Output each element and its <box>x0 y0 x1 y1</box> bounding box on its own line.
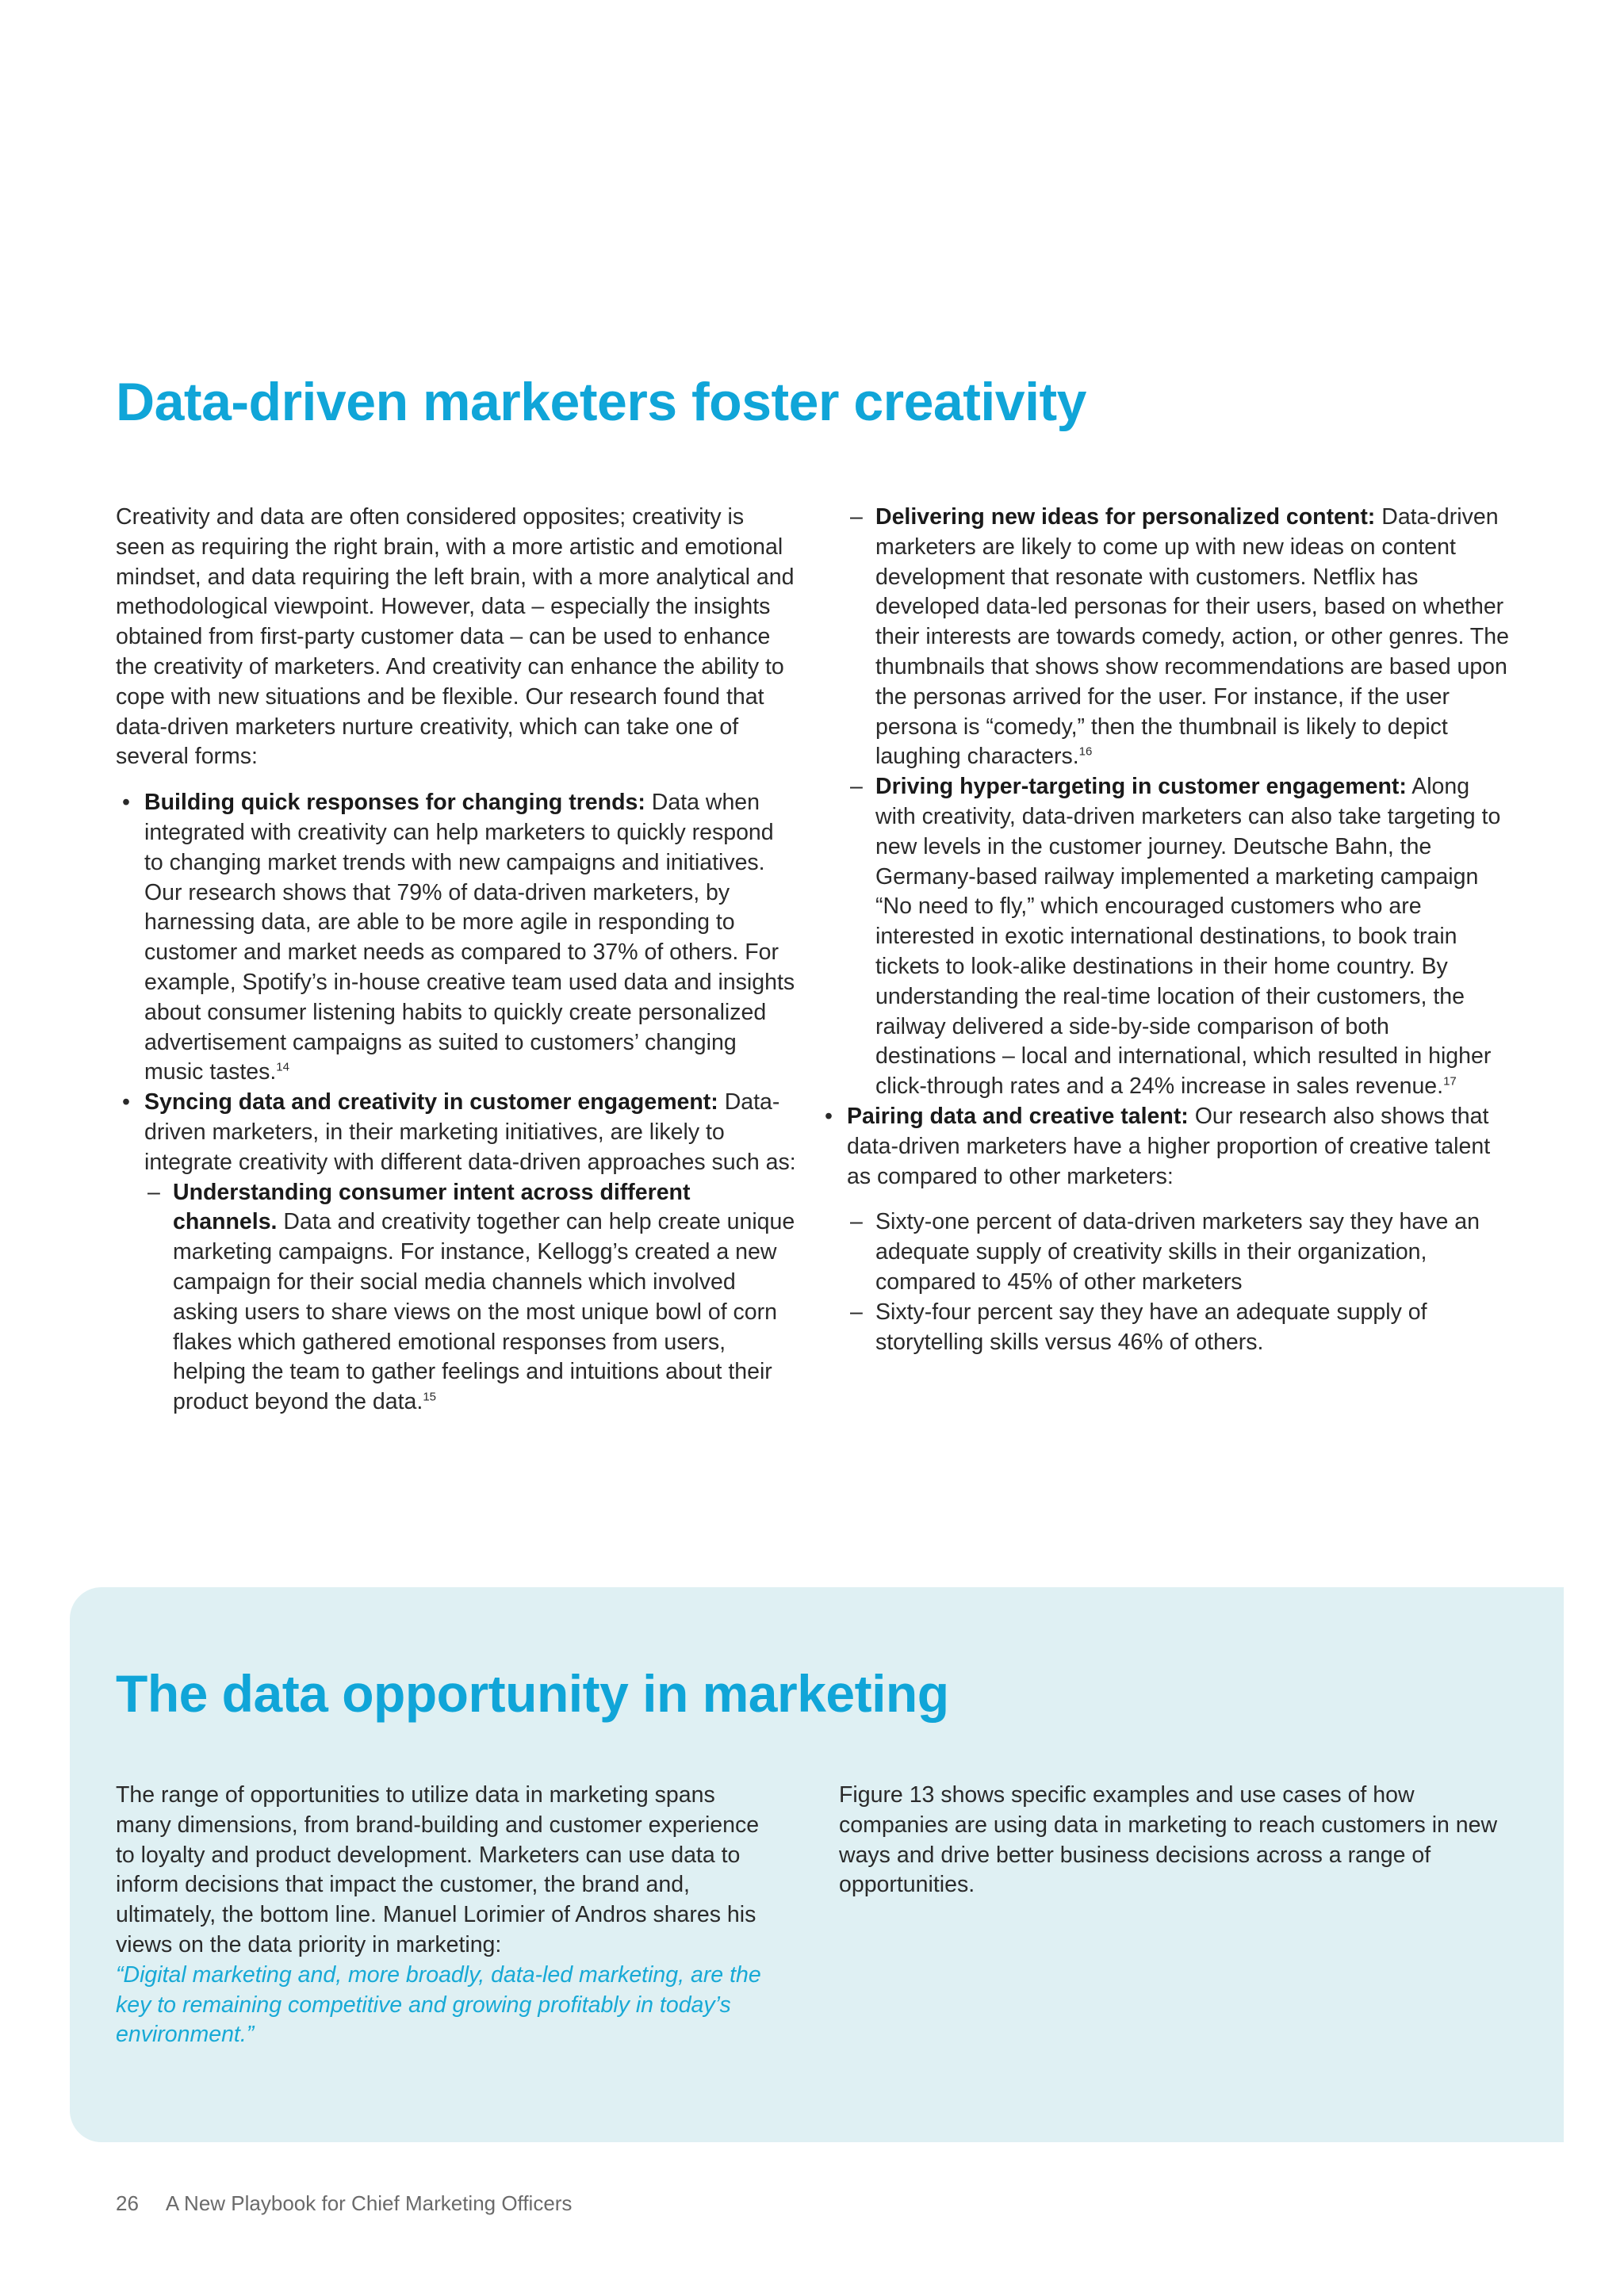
dash-text: Along with creativity, data-driven marketers can also take targeting to new levels in the customer journey. Deutsche Bahn, the Germany-based railway implemented a marketing campaign “No need to fly,” which encouraged customers who are interested in exotic international destinations, to book train tickets to look-alike destinations in their home country. By understanding the real-time location of their customers, the railway delivered a side-by-side comparison of both destinations – local and international, which resulted in higher click-through rates and a 24% increase in sales revenue. <box>875 774 1501 1100</box>
right-column <box>847 503 1515 1357</box>
footnote-ref: 14 <box>276 1060 289 1074</box>
panel-right-column <box>839 1781 1513 1900</box>
panel-left-column <box>116 1781 766 2050</box>
dash-heading: Driving hyper-targeting in customer engagement: <box>875 774 1407 800</box>
bullet-text: Data-driven marketers, in their marketing initiatives, are likely to integrate creativity with different data-driven approaches such as: <box>144 1089 796 1175</box>
list-item <box>116 788 798 1088</box>
sub-list <box>144 1178 798 1418</box>
section-title: The data opportunity in marketing <box>116 1664 949 1723</box>
dash-heading: Delivering new ideas for personalized content: <box>875 504 1376 530</box>
page-number: 26 <box>116 2191 139 2215</box>
document-title: A New Playbook for Chief Marketing Officers <box>165 2191 573 2215</box>
dash-text: Data-driven marketers are likely to come up with new ideas on content development that resonate with customers. Netflix has developed data-led personas for their users, based on whether their interests are towards comedy, action, or other genres. The thumbnails that shows show recommendations are based upon the personas arrived for the user. For instance, if the user persona is “comedy,” then the thumbnail is likely to depict laughing characters. <box>875 504 1509 770</box>
sub-list-continued <box>847 503 1515 1102</box>
intro-paragraph: Creativity and data are often considered opposites; creativity is seen as requiring the right brain, with a more artistic and emotional mindset, and data requiring the left brain, with a more analytical and methodological viewpoint. However, data – especially the insights obtained from first-party customer data – can be used to enhance the creativity of marketers. And creativity can enhance the ability to cope with new situations and be flexible. Our research found that data-driven marketers nurture creativity, which can take one of several forms: <box>116 504 795 770</box>
page-title: Data-driven marketers foster creativity <box>116 372 1086 432</box>
dash-text: Data and creativity together can help create unique marketing campaigns. For instance, Kellogg’s created a new campaign for their social media channels which involved asking users to share views on the most unique bowl of corn flakes which gathered emotional responses from users, helping the team to gather feelings and intuitions about their product beyond the data. <box>173 1209 795 1415</box>
page-footer <box>116 2191 572 2216</box>
dash-heading: Understanding consumer intent across different channels. <box>173 1179 691 1235</box>
bullet-text: Our research also shows that data-driven marketers have a higher proportion of creative talent as compared to other marketers: <box>847 1103 1491 1189</box>
sub-list <box>847 1207 1515 1357</box>
quote: “Digital marketing and, more broadly, data-led marketing, are the key to remaining competitive and growing profitably in today’s environment.” <box>116 1961 761 2048</box>
bullet-heading: Building quick responses for changing trends: <box>144 790 645 816</box>
bullet-heading: Syncing data and creativity in customer engagement: <box>144 1089 718 1115</box>
list-item <box>847 503 1515 772</box>
list-item <box>144 1178 798 1418</box>
footnote-ref: 17 <box>1443 1074 1457 1089</box>
list-item <box>847 772 1515 1102</box>
list-item <box>818 1102 1515 1192</box>
bullet-list <box>116 788 798 1418</box>
list-item <box>116 1088 798 1418</box>
list-item: – Sixty-four percent say they have an adequate supply of storytelling skills versus 46% of others. <box>847 1298 1515 1358</box>
footnote-ref: 15 <box>423 1390 437 1404</box>
bullet-text: Data when integrated with creativity can help marketers to quickly respond to changing market trends with new campaigns and initiatives. Our research shows that 79% of data-driven marketers, by harnessing data, are able to be more agile in responding to customer and market needs as compared to 37% of others. For example, Spotify’s in-house creative team used data and insights about consumer listening habits to quickly create personalized advertisement campaigns as suited to customers’ changing music tastes. <box>144 790 795 1085</box>
bullet-heading: Pairing data and creative talent: <box>847 1103 1189 1129</box>
bullet-list <box>847 1102 1515 1192</box>
panel-paragraph: The range of opportunities to utilize data in marketing spans many dimensions, from brand-building and customer experience to loyalty and product development. Marketers can use data to inform decisions that impact the customer, the brand and, ultimately, the bottom line. Manuel Lorimier of Andros shares his views on the data priority in marketing: <box>116 1782 760 1957</box>
left-column <box>116 503 798 1418</box>
panel-paragraph: Figure 13 shows specific examples and use cases of how companies are using data in marketing to reach customers in new ways and drive better business decisions across a range of opportunities. <box>839 1782 1498 1898</box>
list-item: – Sixty-one percent of data-driven marketers say they have an adequate supply of creativity skills in their organization, compared to 45% of other marketers <box>847 1207 1515 1297</box>
footnote-ref: 16 <box>1078 744 1093 759</box>
